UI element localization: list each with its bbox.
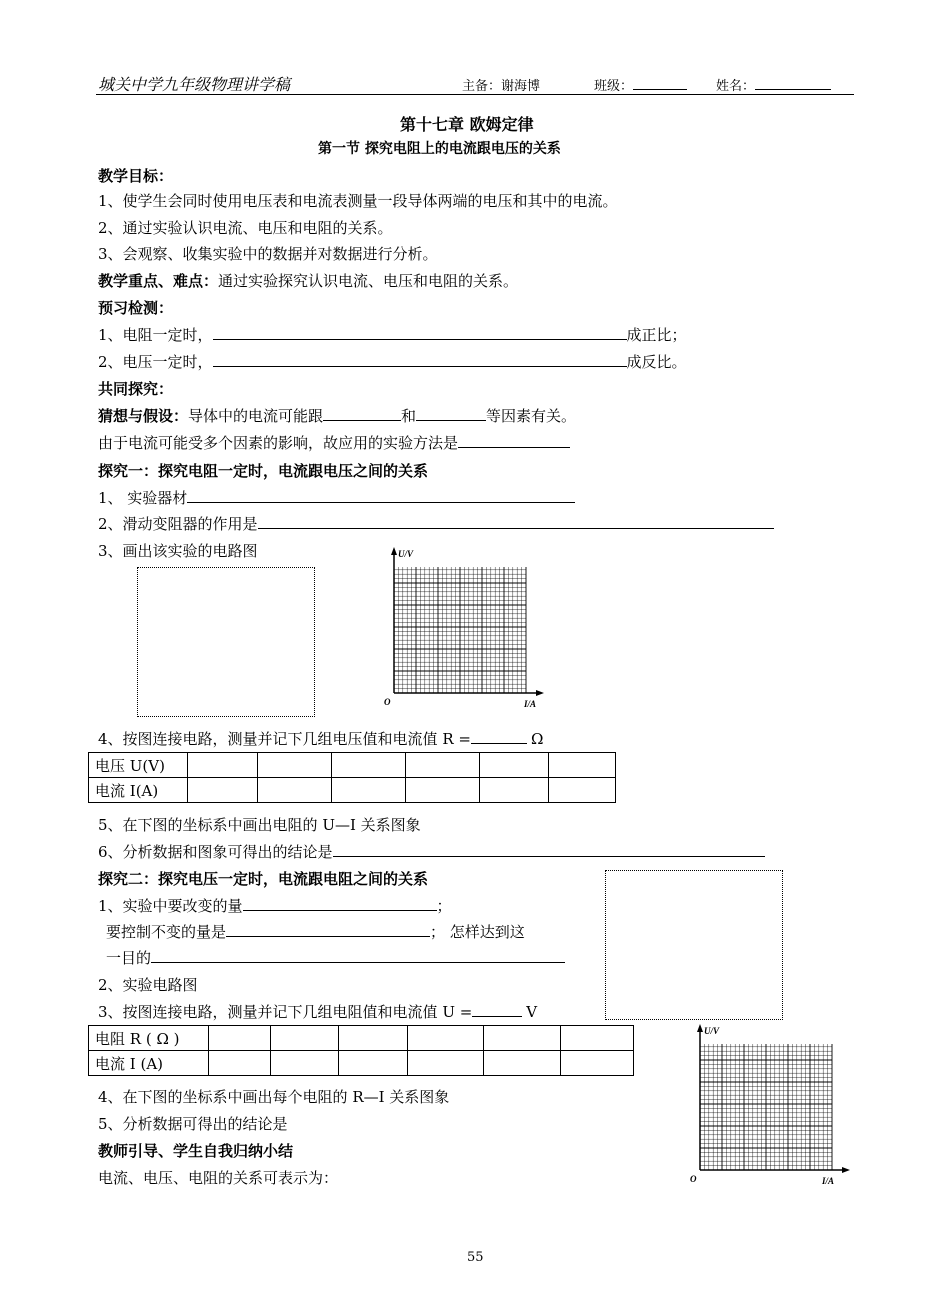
part2-item-1b <box>106 922 525 942</box>
name-field <box>716 75 831 94</box>
part2-item-1b-end: ； 怎样达到这 <box>430 923 525 941</box>
part1-item-4 <box>98 729 543 749</box>
part2-item-1-end: ； <box>436 897 452 915</box>
table-cell[interactable] <box>480 778 549 803</box>
part1-y-arrow-icon <box>391 547 397 555</box>
part1-origin: O <box>384 697 391 707</box>
table-cell[interactable] <box>209 1026 271 1051</box>
part1-item-1 <box>98 488 575 508</box>
part1-table <box>88 752 616 803</box>
part1-row-current-label: 电流 I(A) <box>89 778 188 803</box>
part2-x-label: I/A <box>822 1176 835 1186</box>
preview-item-2-prefix: 2、电压一定时， <box>98 353 213 371</box>
method <box>98 433 570 453</box>
objectives-heading: 教学目标： <box>98 167 174 185</box>
class-blank[interactable] <box>633 75 687 90</box>
table-row <box>89 778 616 803</box>
table-cell[interactable] <box>209 1051 271 1076</box>
table-cell[interactable] <box>480 753 549 778</box>
preview-heading: 预习检测： <box>98 299 174 317</box>
preview-item-2 <box>98 352 687 372</box>
name-label: 姓名： <box>716 79 756 94</box>
table-cell[interactable] <box>549 778 616 803</box>
part2-item-2: 2、实验电路图 <box>98 976 198 994</box>
page-number: 55 <box>467 1250 484 1265</box>
method-text: 由于电流可能受多个因素的影响，故应用的实验方法是 <box>98 434 459 452</box>
section-title: 第一节 探究电阻上的电流跟电压的关系 <box>318 141 561 157</box>
part1-x-arrow-icon <box>536 690 544 696</box>
chapter-title: 第十七章 欧姆定律 <box>400 115 534 134</box>
inquiry-heading: 共同探究： <box>98 380 174 398</box>
table-cell[interactable] <box>188 753 258 778</box>
table-cell[interactable] <box>271 1026 339 1051</box>
part1-item-4-unit: Ω <box>530 730 544 748</box>
school-title: 城关中学九年级物理讲学稿 <box>98 75 291 94</box>
part1-row-voltage-label: 电压 U(V) <box>89 753 188 778</box>
method-blank[interactable] <box>458 433 570 448</box>
table-cell[interactable] <box>258 778 332 803</box>
part1-item-1-label: 1、 实验器材 <box>98 489 188 507</box>
hypothesis-blank-2[interactable] <box>416 406 486 421</box>
part1-equipment-blank[interactable] <box>187 488 575 503</box>
part2-table <box>88 1025 634 1076</box>
part1-item-5: 5、在下图的坐标系中画出电阻的 U—I 关系图象 <box>98 816 421 834</box>
class-field <box>594 75 687 94</box>
table-cell[interactable] <box>406 753 480 778</box>
part2-origin: O <box>690 1174 697 1184</box>
part2-row-current-label: 电流 I (A) <box>89 1051 209 1076</box>
part1-item-2-label: 2、滑动变阻器的作用是 <box>98 515 258 533</box>
table-row <box>89 753 616 778</box>
part2-heading: 探究二：探究电压一定时，电流跟电阻之间的关系 <box>98 870 429 888</box>
part2-circuit-box[interactable] <box>605 870 783 1020</box>
part2-vary-blank[interactable] <box>243 896 437 911</box>
table-cell[interactable] <box>258 753 332 778</box>
objective-1: 1、使学生会同时使用电压表和电流表测量一段导体两端的电压和其中的电流。 <box>98 192 618 210</box>
part2-control-blank[interactable] <box>226 922 430 937</box>
hypothesis <box>98 406 576 426</box>
table-cell[interactable] <box>561 1026 634 1051</box>
part1-graph-svg <box>380 545 550 715</box>
hypothesis-label: 猜想与假设： <box>98 407 189 425</box>
table-cell[interactable] <box>484 1026 561 1051</box>
preview-item-1-suffix: 成正比； <box>626 326 687 344</box>
table-cell[interactable] <box>339 1051 408 1076</box>
part2-item-3-unit: V <box>526 1003 538 1021</box>
part2-method-blank[interactable] <box>151 948 565 963</box>
key-points-label: 教学重点、难点： <box>98 272 219 290</box>
preview-blank-2[interactable] <box>213 352 627 367</box>
table-row <box>89 1051 634 1076</box>
part1-heading: 探究一：探究电阻一定时，电流跟电压之间的关系 <box>98 462 429 480</box>
part2-item-1 <box>98 896 452 916</box>
table-cell[interactable] <box>549 753 616 778</box>
hypothesis-text: 导体中的电流可能跟 <box>188 407 324 425</box>
hypothesis-and: 和 <box>401 407 417 425</box>
table-cell[interactable] <box>188 778 258 803</box>
part1-resistance-blank[interactable] <box>471 729 527 744</box>
table-row <box>89 1026 634 1051</box>
table-cell[interactable] <box>561 1051 634 1076</box>
part2-row-resistance-label: 电阻 R ( Ω ) <box>89 1026 209 1051</box>
part2-y-arrow-icon <box>697 1024 703 1032</box>
preview-item-2-suffix: 成反比。 <box>626 353 687 371</box>
part2-voltage-blank[interactable] <box>472 1002 522 1017</box>
part1-item-6 <box>98 842 765 862</box>
part1-item-2 <box>98 514 774 534</box>
header-rule <box>96 94 854 95</box>
part2-grid <box>700 1044 832 1170</box>
part2-item-3-label: 3、按图连接电路，测量并记下几组电阻值和电流值 U = <box>98 1003 473 1021</box>
preparer: 主备：谢海博 <box>462 79 541 94</box>
objective-2: 2、通过实验认识电流、电压和电阻的关系。 <box>98 219 393 237</box>
table-cell[interactable] <box>408 1026 484 1051</box>
part1-graph[interactable] <box>380 545 550 719</box>
table-cell[interactable] <box>332 778 406 803</box>
table-cell[interactable] <box>408 1051 484 1076</box>
part2-item-1b-label: 要控制不变的量是 <box>106 923 227 941</box>
part2-item-1c-label: 一目的 <box>106 949 152 967</box>
preview-item-1 <box>98 325 687 345</box>
table-cell[interactable] <box>332 753 406 778</box>
part2-item-1c <box>106 948 565 968</box>
hypothesis-end: 等因素有关。 <box>486 407 577 425</box>
summary-heading: 教师引导、学生自我归纳小结 <box>98 1142 294 1160</box>
part2-item-5: 5、分析数据可得出的结论是 <box>98 1115 288 1133</box>
part2-y-label: U/V <box>704 1026 720 1036</box>
part1-grid <box>394 567 526 693</box>
part1-y-label: U/V <box>398 549 414 559</box>
part1-conclusion-blank[interactable] <box>333 842 765 857</box>
part1-rheostat-blank[interactable] <box>258 514 774 529</box>
part2-item-4: 4、在下图的坐标系中画出每个电阻的 R—I 关系图象 <box>98 1088 450 1106</box>
table-cell[interactable] <box>484 1051 561 1076</box>
part2-item-3 <box>98 1002 537 1022</box>
part2-x-arrow-icon <box>842 1167 850 1173</box>
part2-graph-svg <box>686 1022 856 1192</box>
key-points-text: 通过实验探究认识电流、电压和电阻的关系。 <box>218 272 519 290</box>
class-label: 班级： <box>594 79 634 94</box>
part1-item-6-label: 6、分析数据和图象可得出的结论是 <box>98 843 333 861</box>
objective-3: 3、会观察、收集实验中的数据并对数据进行分析。 <box>98 245 438 263</box>
part1-item-3: 3、画出该实验的电路图 <box>98 542 258 560</box>
table-cell[interactable] <box>406 778 480 803</box>
preview-item-1-prefix: 1、电阻一定时， <box>98 326 213 344</box>
hypothesis-blank-1[interactable] <box>323 406 401 421</box>
summary-text: 电流、电压、电阻的关系可表示为： <box>98 1169 339 1187</box>
part1-x-label: I/A <box>524 699 537 709</box>
part1-circuit-box[interactable] <box>137 567 315 717</box>
preview-blank-1[interactable] <box>213 325 627 340</box>
key-points <box>98 271 518 291</box>
part2-item-1-label: 1、实验中要改变的量 <box>98 897 243 915</box>
name-blank[interactable] <box>755 75 831 90</box>
part1-item-4-label: 4、按图连接电路，测量并记下几组电压值和电流值 R = <box>98 730 471 748</box>
table-cell[interactable] <box>339 1026 408 1051</box>
part2-graph[interactable] <box>686 1022 856 1196</box>
table-cell[interactable] <box>271 1051 339 1076</box>
